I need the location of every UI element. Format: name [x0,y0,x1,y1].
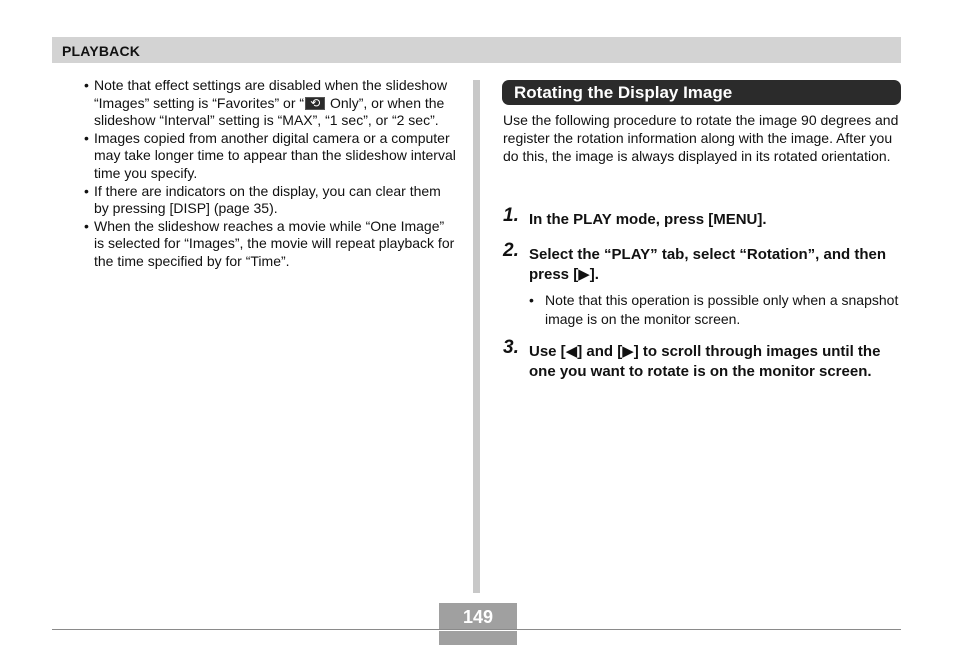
note-text-part2: Only”, or when the slideshow “Interval” setting is “MAX”, “1 sec”, or “2 sec”. [94,94,445,129]
step-2-note [529,291,901,328]
step-text: Select the “PLAY” tab, select “Rotation”, and then press [▶]. [529,246,887,283]
bullet-dot: • [84,77,89,93]
step-number: 2. [503,240,519,261]
step-2 [503,240,901,285]
header-bar [52,37,901,63]
step-3 [503,337,901,382]
bullet-dot: • [529,292,534,308]
note-item [529,291,901,328]
footer-rule [52,629,901,630]
bullet-dot: • [84,182,89,199]
page-number-tab [439,631,517,645]
note-text-part1: Note that effect settings are disabled when the slideshow “Images” setting is “Favorites” or “ [94,77,448,111]
note-item [84,183,456,218]
bullet-dot: • [84,129,89,146]
note-text: Images copied from another digital camera or a computer may take longer time to appear than the slideshow interval time you specify. [94,129,456,181]
section-intro: Use the following procedure to rotate the image 90 degrees and register the rotation information along with the image. After you do this, the image is always displayed in its rotated orientation. [503,112,899,164]
step-text: In the PLAY mode, press [MENU]. [529,211,767,228]
bullet-dot: • [84,217,89,234]
section-header-title: PLAYBACK [62,43,141,59]
column-divider [473,80,480,593]
note-item [84,77,456,130]
step-number: 1. [503,205,519,226]
note-item [84,218,456,271]
step-1 [503,205,901,230]
step-number: 3. [503,337,519,358]
step-text: Use [◀] and [▶] to scroll through images until the one you want to rotate is on the monitor screen. [529,343,881,380]
note-text: When the slideshow reaches a movie while “One Image” is selected for “Images”, the movie will repeat playback for the time specified by for “Time”. [94,217,455,269]
favorites-icon [305,97,325,110]
section-title: Rotating the Display Image [502,80,901,105]
note-text: If there are indicators on the display, you can clear them by pressing [DISP] (page 35). [94,182,441,217]
left-notes-column [84,77,456,271]
page-number: 149 [439,603,517,629]
note-item [84,130,456,183]
note-text: Note that this operation is possible only when a snapshot image is on the monitor screen. [545,292,899,327]
